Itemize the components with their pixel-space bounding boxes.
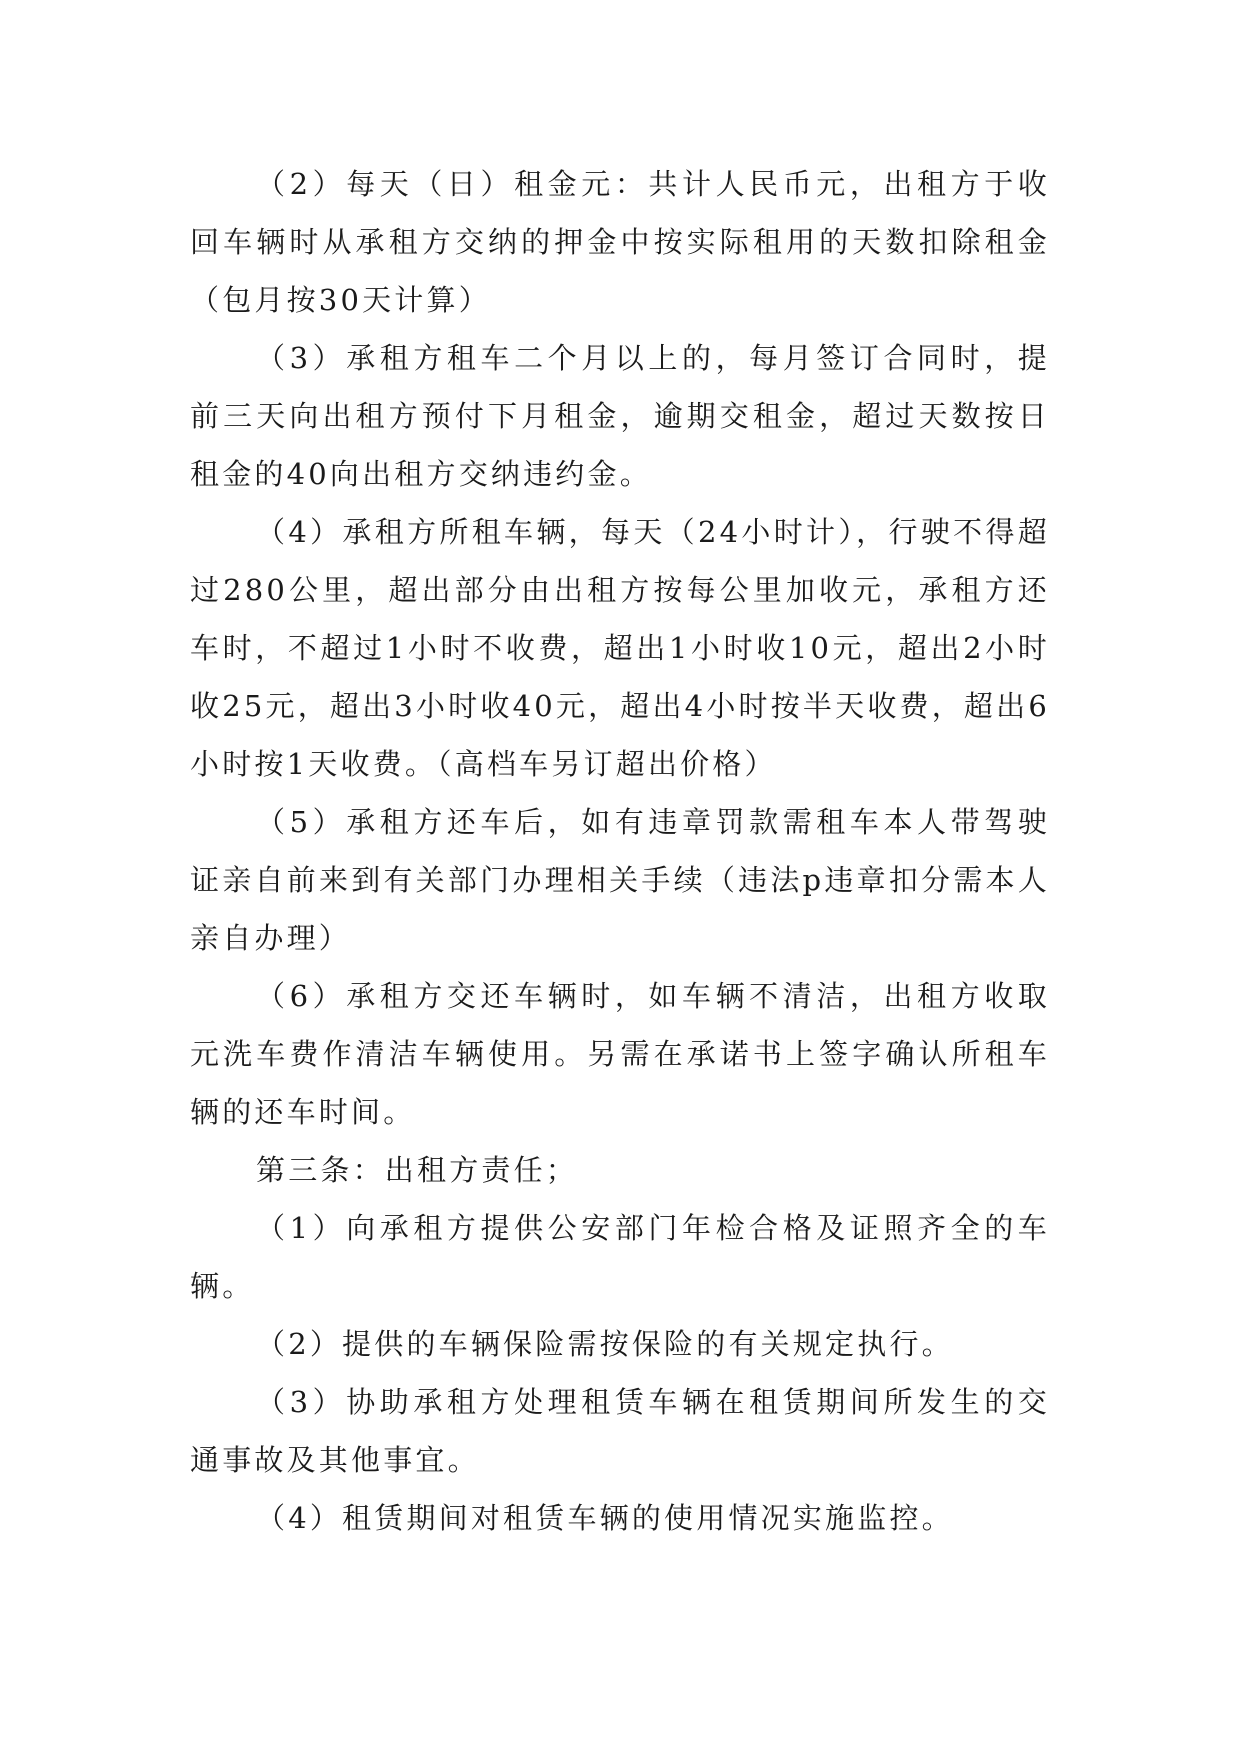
paragraph-mileage-overtime: （4）承租方所租车辆，每天（24小时计），行驶不得超过280公里，超出部分由出租方按每公里加收元，承租方还车时，不超过1小时不收费，超出1小时收10元，超出2小时收25元，超出3小时收40元，超出4小时按半天收费，超出6小时按1天收费。（高档车另订超出价格） <box>190 515 1050 781</box>
paragraph-lessor-duty-4: （4）租赁期间对租赁车辆的使用情况实施监控。 <box>256 1501 954 1535</box>
section-heading-lessor-duties: 第三条：出租方责任； <box>256 1153 579 1187</box>
paragraph-rent-monthly: （3）承租方租车二个月以上的，每月签订合同时，提前三天向出租方预付下月租金，逾期交租金，超过天数按日租金的40向出租方交纳违约金。 <box>190 341 1050 491</box>
paragraph-lessor-duty-3: （3）协助承租方处理租赁车辆在租赁期间所发生的交通事故及其他事宜。 <box>190 1385 1050 1477</box>
paragraph-violations: （5）承租方还车后，如有违章罚款需租车本人带驾驶证亲自前来到有关部门办理相关手续（违法p违章扣分需本人亲自办理） <box>190 805 1050 955</box>
paragraph-cleaning-fee: （6）承租方交还车辆时，如车辆不清洁，出租方收取元洗车费作清洁车辆使用。另需在承诺书上签字确认所租车辆的还车时间。 <box>190 979 1050 1129</box>
document-body <box>190 155 1050 1547</box>
paragraph-rent-daily: （2）每天（日）租金元：共计人民币元，出租方于收回车辆时从承租方交纳的押金中按实际租用的天数扣除租金（包月按30天计算） <box>190 167 1050 317</box>
paragraph-lessor-duty-1: （1）向承租方提供公安部门年检合格及证照齐全的车辆。 <box>190 1211 1050 1303</box>
paragraph-lessor-duty-2: （2）提供的车辆保险需按保险的有关规定执行。 <box>256 1327 954 1361</box>
